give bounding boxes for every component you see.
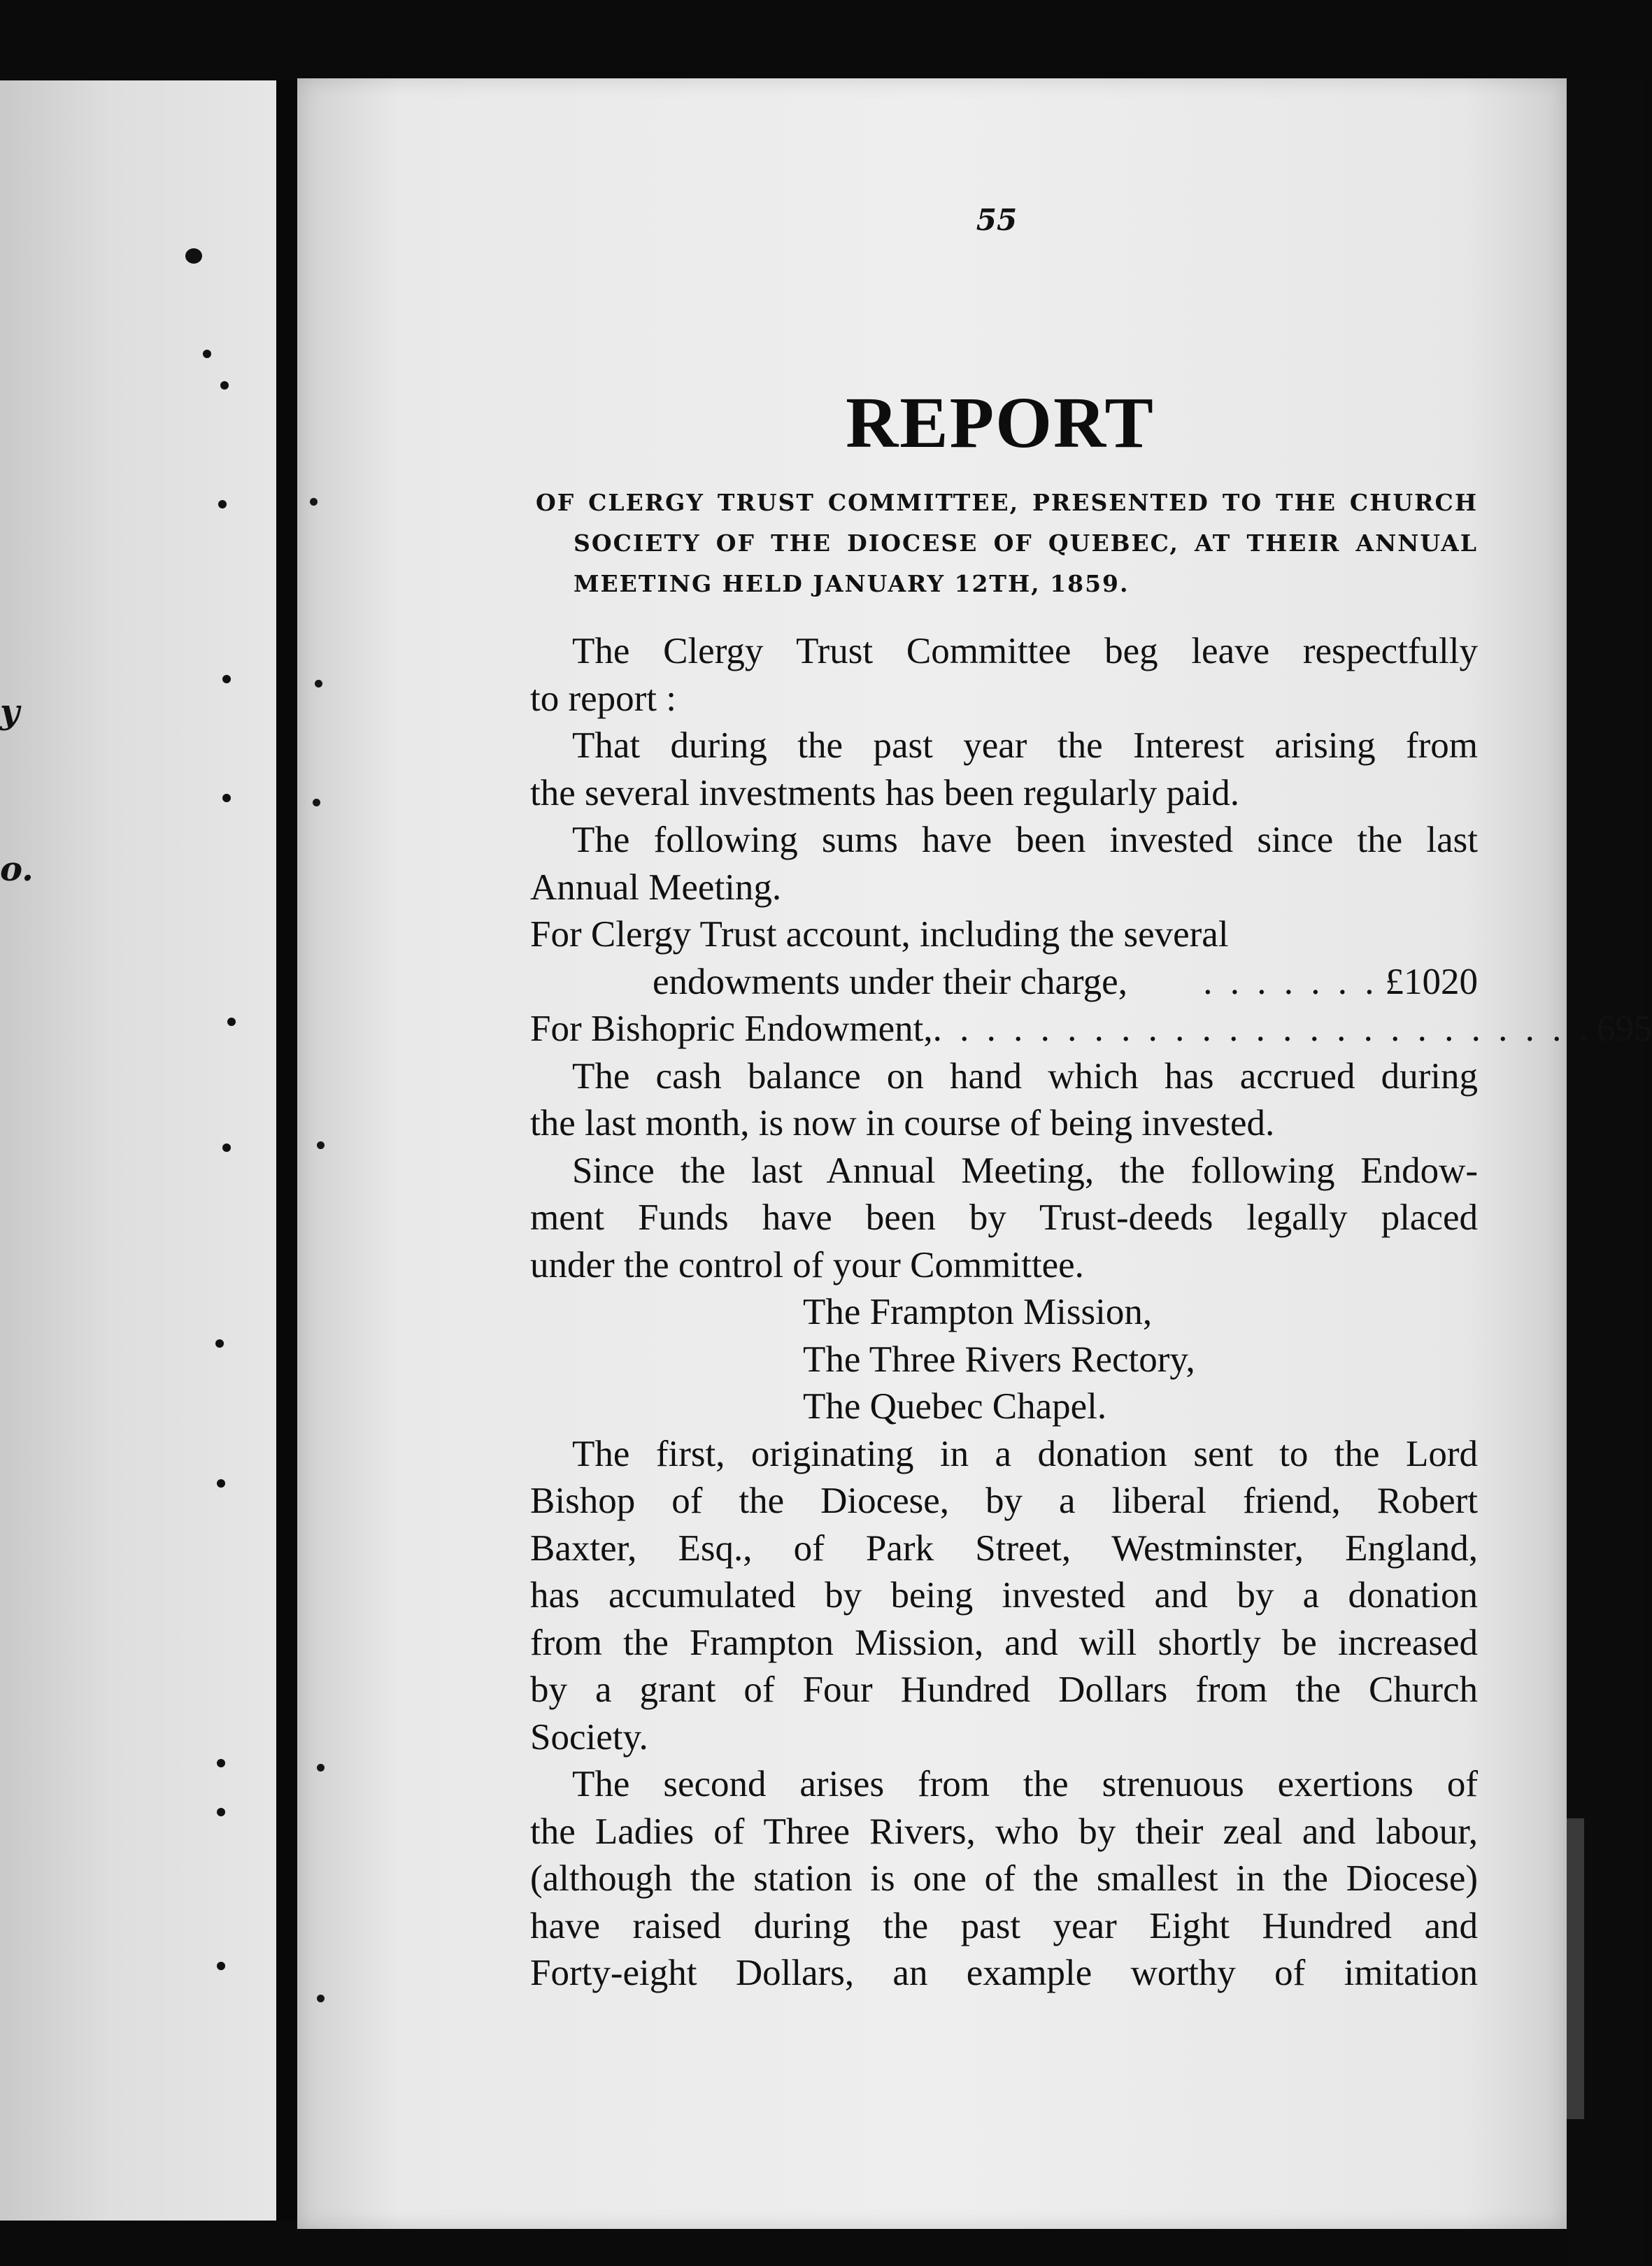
ledger-amount: 695: [1596, 1009, 1652, 1049]
ledger-label: endowments under their charge,: [653, 961, 1127, 1002]
ink-mark: [310, 498, 318, 506]
body-line: Forty-eight Dollars, an example worthy of imitation: [530, 1953, 1478, 1993]
body-block-intro: [530, 628, 1478, 959]
body-line: has accumulated by being invested and by a donation: [530, 1575, 1478, 1616]
ink-mark: [222, 675, 231, 683]
ink-mark: [317, 1995, 325, 2002]
endowment-item: The Quebec Chapel.: [803, 1386, 1107, 1427]
ink-mark: [217, 1759, 225, 1767]
ledger-row: [530, 959, 1478, 1006]
body-line: under the control of your Committee.: [530, 1244, 1084, 1285]
ink-mark: [220, 381, 229, 390]
body-line: Since the last Annual Meeting, the following Endow-: [572, 1150, 1478, 1191]
body-line: (although the station is one of the smallest in the Diocese): [530, 1858, 1478, 1899]
ledger-leader: . . . . . . . . . . . . . . . . . . . . . . . . .: [932, 1009, 1593, 1049]
endowment-list: [530, 1289, 1478, 1431]
binding-gutter: [276, 80, 297, 2221]
ink-mark: [217, 1962, 225, 1970]
body-line: The cash balance on hand which has accrued during: [572, 1055, 1478, 1097]
scan-border-strip: [1567, 1818, 1584, 2119]
ink-mark: [185, 248, 202, 264]
left-page-fragment: y: [0, 692, 20, 732]
endowment-item: The Frampton Mission,: [803, 1292, 1153, 1332]
report-title: REPORT: [846, 383, 1155, 463]
body-block-details: [530, 1431, 1478, 1997]
left-page-fragment: o.: [0, 850, 34, 889]
ink-mark: [317, 1141, 325, 1149]
body-line: the several investments has been regularly paid.: [530, 772, 1240, 813]
ledger-row: [530, 1006, 1652, 1053]
ink-mark: [313, 799, 320, 806]
ink-mark: [222, 1143, 231, 1152]
body-line: Baxter, Esq., of Park Street, Westminster, England,: [530, 1527, 1478, 1569]
body-line: Society.: [530, 1716, 648, 1758]
body-block-balance: [530, 1053, 1478, 1290]
page-number: 55: [976, 203, 1018, 237]
body-line: The Clergy Trust Committee beg leave respectfully: [572, 631, 1478, 671]
subtitle-line: SOCIETY OF THE DIOCESE OF QUEBEC, AT THEIR ANNUAL: [574, 529, 1478, 557]
body-line: The following sums have been invested since the last: [572, 820, 1478, 860]
body-line: the last month, is now in course of being invested.: [530, 1103, 1275, 1143]
body-line: have raised during the past year Eight Hundred and: [530, 1905, 1478, 1946]
body-line: Annual Meeting.: [530, 867, 782, 908]
body-line: ment Funds have been by Trust-deeds legally placed: [530, 1197, 1478, 1238]
body-line: The first, originating in a donation sent to the Lord: [572, 1433, 1478, 1474]
report-body: [530, 628, 1652, 1997]
body-line: the Ladies of Three Rivers, who by their zeal and labour,: [530, 1811, 1478, 1852]
body-line: from the Frampton Mission, and will shortly be increased: [530, 1622, 1478, 1663]
ink-mark: [215, 1339, 224, 1348]
ledger-label: For Bishopric Endowment,: [530, 1009, 933, 1049]
body-line: That during the past year the Interest arising from: [572, 725, 1478, 766]
ink-mark: [218, 500, 227, 508]
body-line: The second arises from the strenuous exertions of: [572, 1764, 1478, 1804]
facing-page-left: [0, 80, 276, 2221]
subtitle-line: OF CLERGY TRUST COMMITTEE, PRESENTED TO THE CHURCH: [536, 489, 1478, 516]
ink-mark: [217, 1479, 225, 1488]
report-subtitle: [530, 483, 1478, 604]
ink-mark: [227, 1018, 236, 1026]
ink-mark: [217, 1808, 225, 1816]
ink-mark: [317, 1764, 325, 1772]
ledger-leader: . . . . . . .: [1203, 961, 1379, 1002]
subtitle-line: MEETING HELD JANUARY 12TH, 1859.: [574, 570, 1130, 597]
investment-ledger: [530, 959, 1652, 1053]
body-line: by a grant of Four Hundred Dollars from the Church: [530, 1669, 1478, 1710]
ink-mark: [222, 794, 231, 802]
ledger-amount: £1020: [1385, 961, 1478, 1002]
ink-mark: [315, 680, 322, 687]
endowment-item: The Three Rivers Rectory,: [803, 1339, 1195, 1380]
ink-mark: [203, 350, 211, 358]
body-line: For Clergy Trust account, including the several: [530, 914, 1229, 955]
body-line: to report :: [530, 678, 676, 719]
body-line: Bishop of the Diocese, by a liberal friend, Robert: [530, 1481, 1478, 1521]
